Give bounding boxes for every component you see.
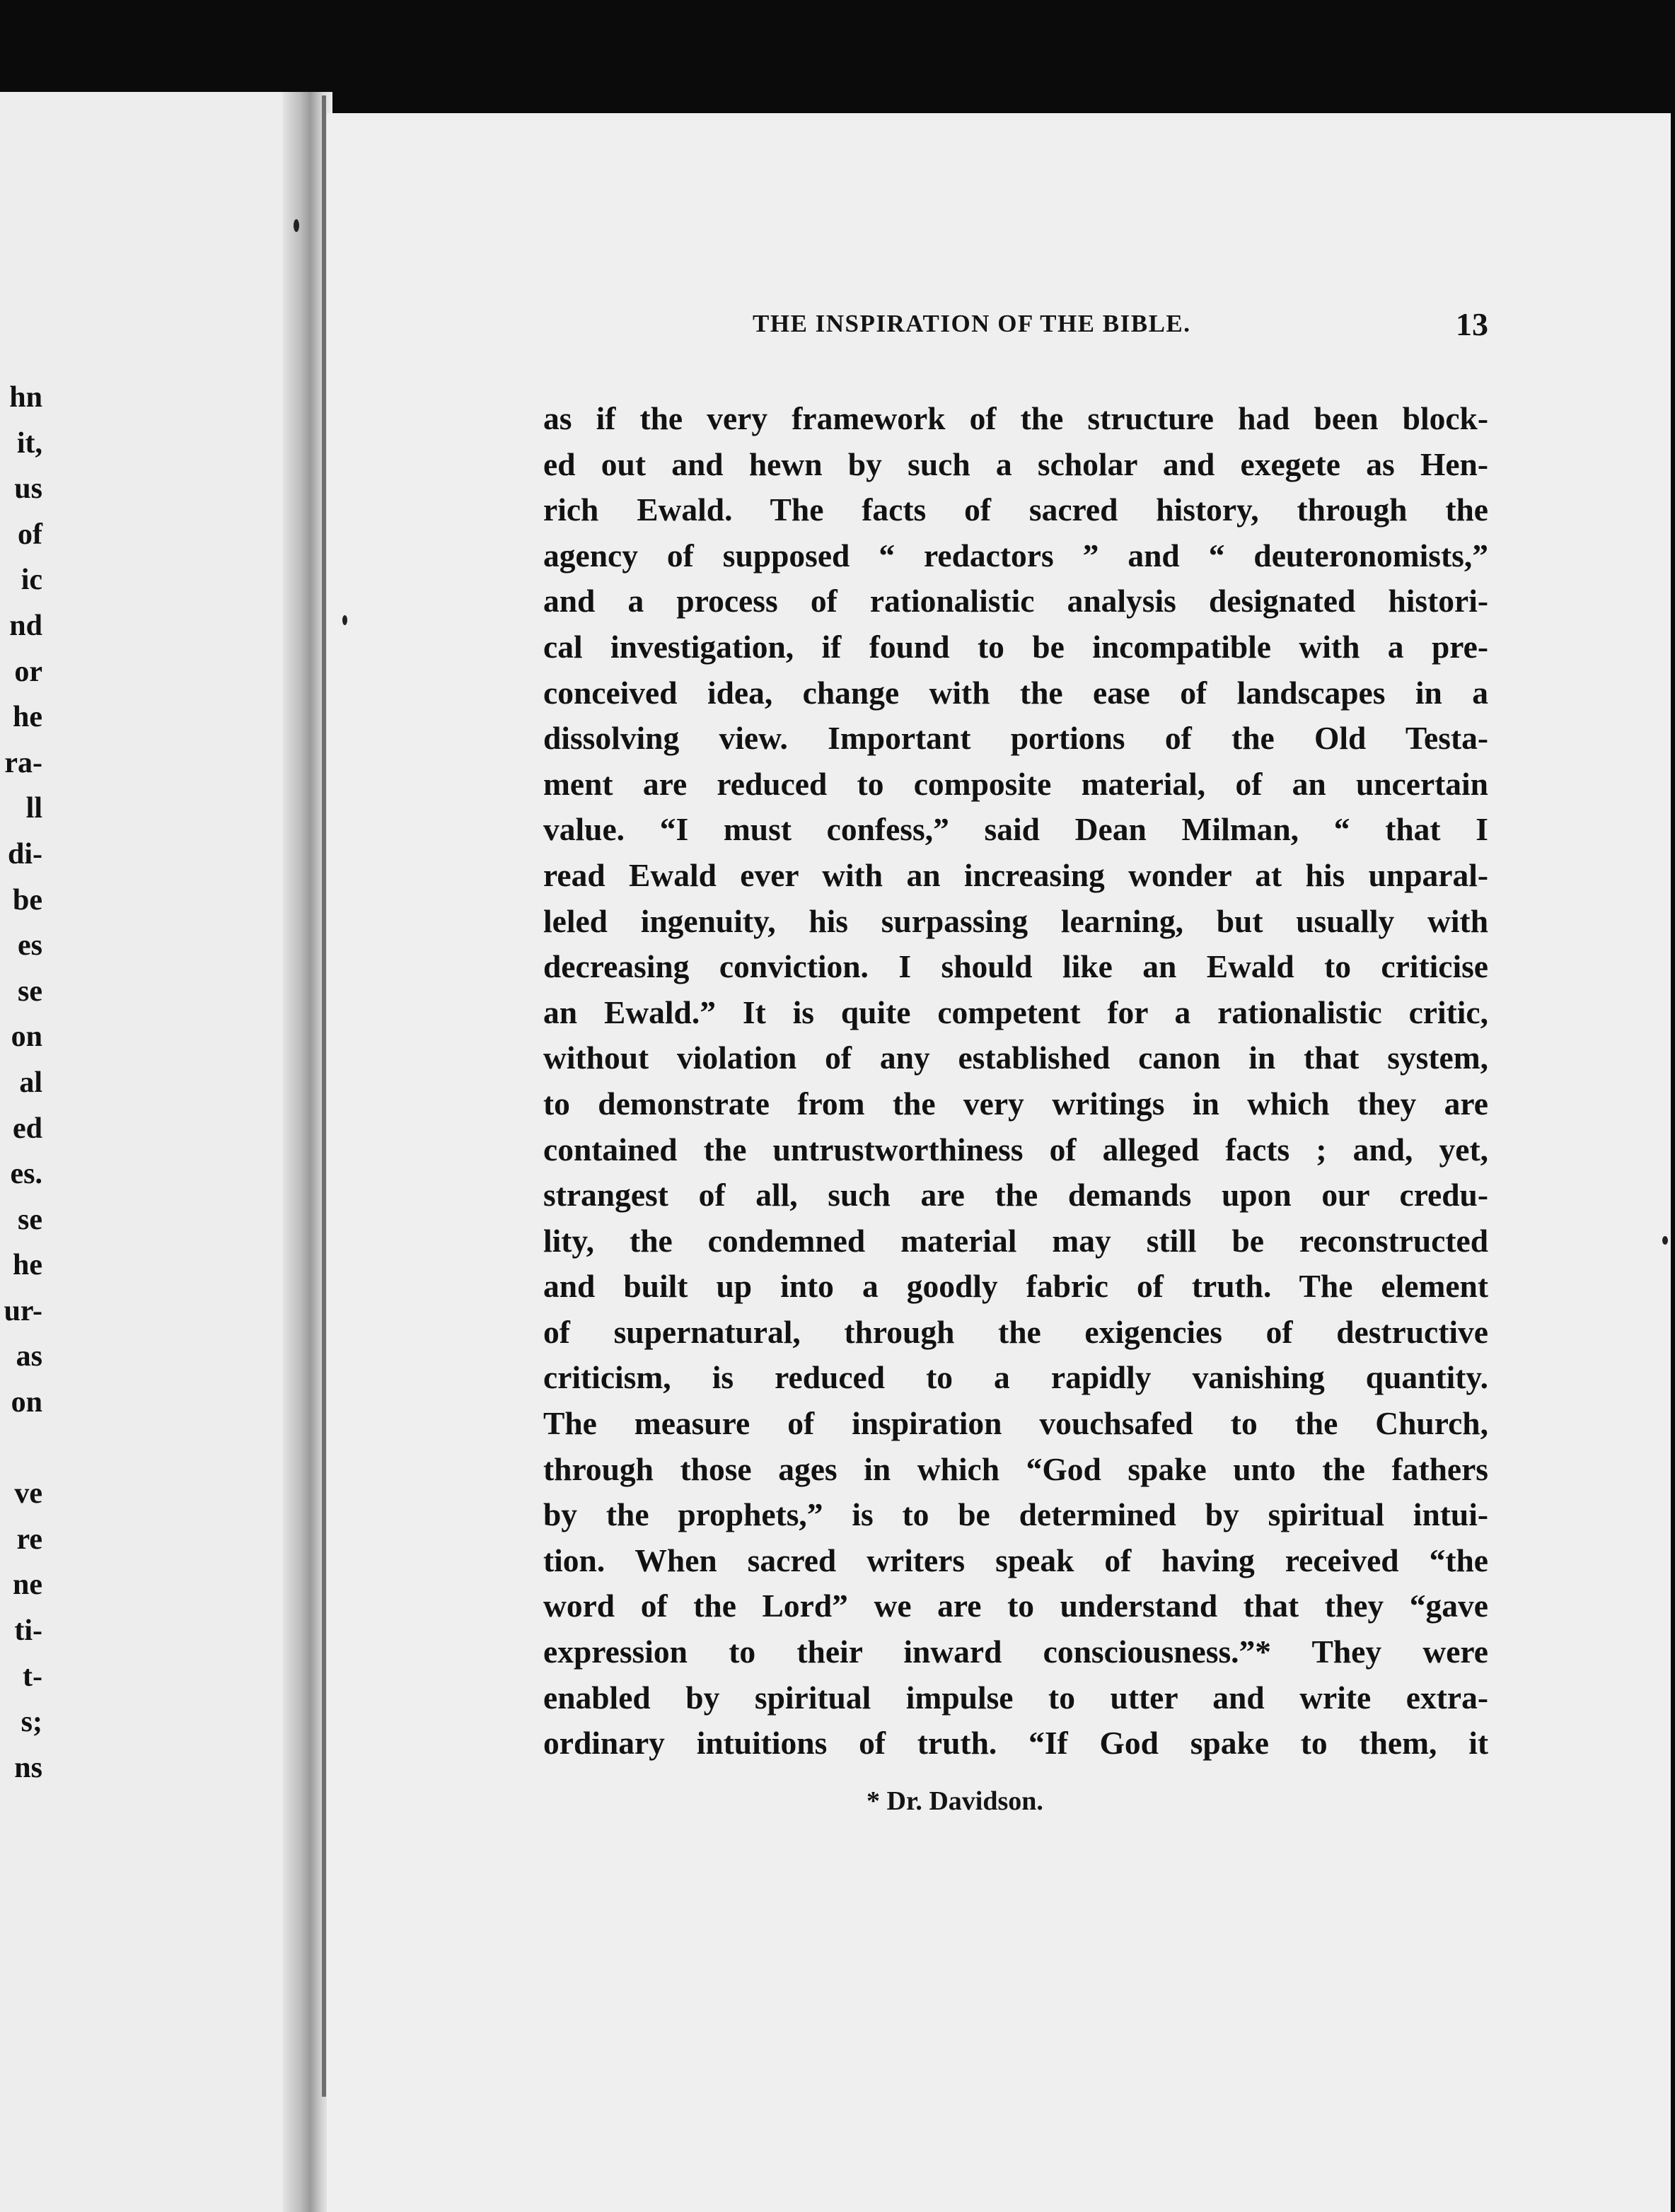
text-line: cal investigation, if found to be incompatible with a pre- (543, 628, 1488, 665)
previous-page-fragment (0, 1426, 42, 1472)
text-line: enabled by spiritual impulse to utter and write extra- (543, 1679, 1488, 1716)
text-line: dissolving view. Important portions of the Old Testa- (543, 720, 1488, 757)
previous-page-fragment: ll (25, 792, 42, 825)
previous-page (0, 92, 304, 2212)
previous-page-fragment: or (14, 655, 42, 688)
previous-page-fragment: on (11, 1020, 42, 1054)
previous-page-fragment: ne (13, 1568, 42, 1602)
previous-page-fragment: s; (21, 1706, 42, 1739)
text-line: by the prophets,” is to be determined by spiritual intui- (543, 1496, 1488, 1533)
text-line: tion. When sacred writers speak of having received “the (543, 1542, 1488, 1578)
previous-page-fragment: it, (16, 426, 42, 460)
text-line: contained the untrustworthiness of alleged facts ; and, yet, (543, 1131, 1488, 1168)
previous-page-fragment: ic (21, 564, 42, 597)
text-line: ordinary intuitions of truth. “If God spake to them, it (543, 1725, 1488, 1762)
text-line: and a process of rationalistic analysis designated histori- (543, 583, 1488, 619)
previous-page-fragment: be (13, 883, 42, 916)
text-line: an Ewald.” It is quite competent for a rationalistic critic, (543, 994, 1488, 1030)
text-line: value. “I must confess,” said Dean Milman, “ that I (543, 811, 1488, 848)
text-line: through those ages in which “God spake unto the fathers (543, 1450, 1488, 1487)
text-line: ment are reduced to composite material, of an uncertain (543, 765, 1488, 802)
text-line: word of the Lord” we are to understand that they “gave (543, 1588, 1488, 1624)
previous-page-fragment: di- (7, 837, 42, 871)
previous-page-fragment: re (16, 1523, 42, 1556)
scan-speck (294, 219, 299, 232)
scan-speck (1662, 1236, 1668, 1245)
text-line: leled ingenuity, his surpassing learning, but usually with (543, 902, 1488, 939)
previous-page-fragment: nd (9, 609, 42, 642)
text-line: lity, the condemned material may still be reconstructed (543, 1222, 1488, 1259)
scan-speck (342, 615, 347, 625)
previous-page-fragment: ra- (4, 746, 42, 779)
text-line: decreasing conviction. I should like an Ewald to criticise (543, 948, 1488, 985)
footnote: * Dr. Davidson. (867, 1786, 1043, 1816)
previous-page-fragment: as (16, 1340, 42, 1373)
previous-page-fragment: es (18, 929, 42, 962)
text-line: to demonstrate from the very writings in which they are (543, 1085, 1488, 1122)
text-line: of supernatural, through the exigencies of destructive (543, 1313, 1488, 1350)
text-line: rich Ewald. The facts of sacred history, through the (543, 491, 1488, 528)
previous-page-fragment: se (18, 974, 42, 1008)
text-line: without violation of any established canon in that system, (543, 1040, 1488, 1076)
page-number: 13 (1456, 306, 1488, 342)
previous-page-fragment: al (19, 1066, 42, 1099)
previous-page-fragment: he (13, 1249, 42, 1282)
previous-page-fragment: es. (10, 1158, 42, 1191)
previous-page-fragment: ur- (4, 1294, 42, 1327)
previous-page-line-endings (0, 375, 42, 1791)
text-line: ed out and hewn by such a scholar and exegete as Hen- (543, 446, 1488, 482)
text-line: read Ewald ever with an increasing wonder at his unparal- (543, 856, 1488, 893)
previous-page-fragment: se (18, 1203, 42, 1236)
text-line: criticism, is reduced to a rapidly vanishing quantity. (543, 1359, 1488, 1396)
text-line: expression to their inward consciousness.”* They were (543, 1634, 1488, 1670)
previous-page-fragment: ve (14, 1477, 42, 1510)
text-line: The measure of inspiration vouchsafed to the Church, (543, 1405, 1488, 1442)
spine-shadow (322, 95, 326, 2097)
text-line: as if the very framework of the structure had been block- (543, 400, 1488, 436)
previous-page-fragment: ed (13, 1112, 42, 1145)
previous-page-fragment: ns (14, 1751, 42, 1784)
previous-page-fragment: hn (9, 381, 42, 414)
text-line: agency of supposed “ redactors ” and “ deuteronomists,” (543, 537, 1488, 574)
running-head (753, 305, 1488, 348)
previous-page-fragment: t- (23, 1660, 42, 1693)
text-line: conceived idea, change with the ease of landscapes in a (543, 674, 1488, 711)
previous-page-fragment: of (18, 518, 42, 551)
previous-page-fragment: ti- (14, 1614, 42, 1648)
previous-page-fragment: he (13, 701, 42, 734)
running-title: THE INSPIRATION OF THE BIBLE. (753, 310, 1191, 337)
text-line: strangest of all, such are the demands upon our credu- (543, 1177, 1488, 1213)
text-line: and built up into a goodly fabric of truth. The element (543, 1268, 1488, 1305)
previous-page-fragment: on (11, 1386, 42, 1419)
previous-page-fragment: us (14, 472, 42, 506)
body-text (543, 396, 1488, 1766)
